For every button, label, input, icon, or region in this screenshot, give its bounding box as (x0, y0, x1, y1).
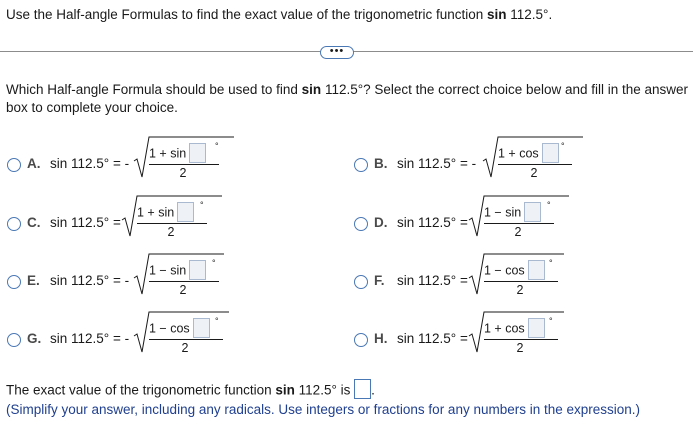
answer-input-d[interactable] (524, 202, 541, 222)
fraction-g (149, 319, 221, 359)
answer-input-f[interactable] (528, 260, 545, 280)
choice-letter-e: E. (27, 273, 40, 288)
denominator-c: 2 (167, 225, 175, 239)
choice-letter-d: D. (374, 215, 388, 230)
final-answer-input[interactable] (354, 379, 371, 399)
choice-lhs-c: sin 112.5° = (50, 215, 121, 230)
result-statement (6, 381, 375, 401)
result-text-part1: The exact value of the trigonometric function (6, 382, 276, 398)
fraction-h (484, 319, 556, 359)
fraction-bar-h (484, 339, 558, 340)
radio-button-c[interactable] (7, 217, 21, 231)
choice-lhs-d: sin 112.5° = (397, 215, 468, 230)
choice-letter-b: B. (374, 156, 388, 171)
fraction-bar-g (149, 339, 223, 340)
fraction-e (149, 261, 217, 301)
numerator-a: 1 + sin (149, 146, 187, 161)
degree-symbol-a: ° (215, 141, 219, 151)
result-func: sin (275, 382, 295, 398)
radio-button-b[interactable] (354, 158, 368, 172)
radio-button-f[interactable] (354, 275, 368, 289)
denominator-g: 2 (181, 341, 189, 355)
degree-symbol-e: ° (212, 258, 216, 268)
degree-symbol-b: ° (561, 141, 565, 151)
choice-letter-g: G. (27, 331, 42, 346)
denominator-a: 2 (179, 166, 187, 180)
answer-input-c[interactable] (177, 202, 194, 222)
choice-lhs-a: sin 112.5° = - (50, 156, 130, 171)
fraction-c (137, 203, 205, 243)
instruction-hint: (Simplify your answer, including any radicals. Use integers or fractions for any numbers in the expression.) (6, 402, 641, 417)
fraction-a (149, 144, 217, 184)
denominator-d: 2 (514, 225, 522, 239)
fraction-bar-f (484, 281, 558, 282)
problem-text: Use the Half-angle Formulas to find the exact value of the trigonometric function (6, 7, 487, 22)
question-text (6, 81, 691, 117)
answer-input-h[interactable] (528, 318, 545, 338)
numerator-d: 1 − sin (484, 205, 522, 220)
problem-func: sin (487, 7, 507, 22)
choice-lhs-f: sin 112.5° = (397, 273, 468, 288)
denominator-h: 2 (516, 341, 524, 355)
degree-symbol-d: ° (547, 200, 551, 210)
choice-lhs-e: sin 112.5° = - (50, 273, 130, 288)
fraction-bar-d (484, 223, 554, 224)
problem-angle: 112.5°. (510, 7, 553, 22)
numerator-h: 1 + cos (484, 321, 525, 336)
answer-input-a[interactable] (189, 143, 206, 163)
degree-symbol-h: ° (549, 316, 553, 326)
numerator-f: 1 − cos (484, 263, 525, 278)
choice-lhs-g: sin 112.5° = - (50, 331, 130, 346)
answer-input-b[interactable] (542, 143, 559, 163)
numerator-c: 1 + sin (137, 205, 175, 220)
choice-letter-c: C. (27, 215, 41, 230)
numerator-g: 1 − cos (149, 321, 190, 336)
fraction-d (484, 203, 552, 243)
choice-letter-f: F. (374, 273, 385, 288)
answer-input-g[interactable] (193, 318, 210, 338)
fraction-b (498, 144, 570, 184)
radio-button-e[interactable] (7, 275, 21, 289)
radio-button-g[interactable] (7, 333, 21, 347)
numerator-e: 1 − sin (149, 263, 187, 278)
fraction-bar-a (149, 164, 219, 165)
numerator-b: 1 + cos (498, 146, 539, 161)
result-text-part3: . (371, 382, 375, 398)
result-text-part2: 112.5° is (294, 382, 355, 398)
more-options-button[interactable] (320, 46, 354, 59)
fraction-bar-c (137, 223, 207, 224)
fraction-bar-e (149, 281, 219, 282)
choice-lhs-b: sin 112.5° = - (397, 156, 477, 171)
degree-symbol-g: ° (215, 316, 219, 326)
answer-input-e[interactable] (189, 260, 206, 280)
problem-statement (6, 7, 552, 22)
radio-button-h[interactable] (354, 333, 368, 347)
denominator-f: 2 (516, 283, 524, 297)
denominator-b: 2 (530, 166, 538, 180)
question-text-part1: Which Half-angle Formula should be used to find (6, 82, 302, 97)
degree-symbol-f: ° (549, 258, 553, 268)
more-options-label: ••• (329, 45, 345, 57)
denominator-e: 2 (179, 283, 187, 297)
fraction-bar-b (498, 164, 572, 165)
question-text-part2: ? Select the correct choice below and fill in the answer box to complete your choice. (6, 82, 689, 115)
fraction-f (484, 261, 556, 301)
question-func: sin (301, 82, 322, 97)
radio-button-d[interactable] (354, 217, 368, 231)
degree-symbol-c: ° (200, 200, 204, 210)
choice-letter-h: H. (374, 331, 388, 346)
choice-letter-a: A. (27, 156, 41, 171)
choice-h[interactable] (354, 316, 684, 393)
question-angle: 112.5° (324, 82, 364, 97)
radio-button-a[interactable] (7, 158, 21, 172)
choice-lhs-h: sin 112.5° = (397, 331, 468, 346)
